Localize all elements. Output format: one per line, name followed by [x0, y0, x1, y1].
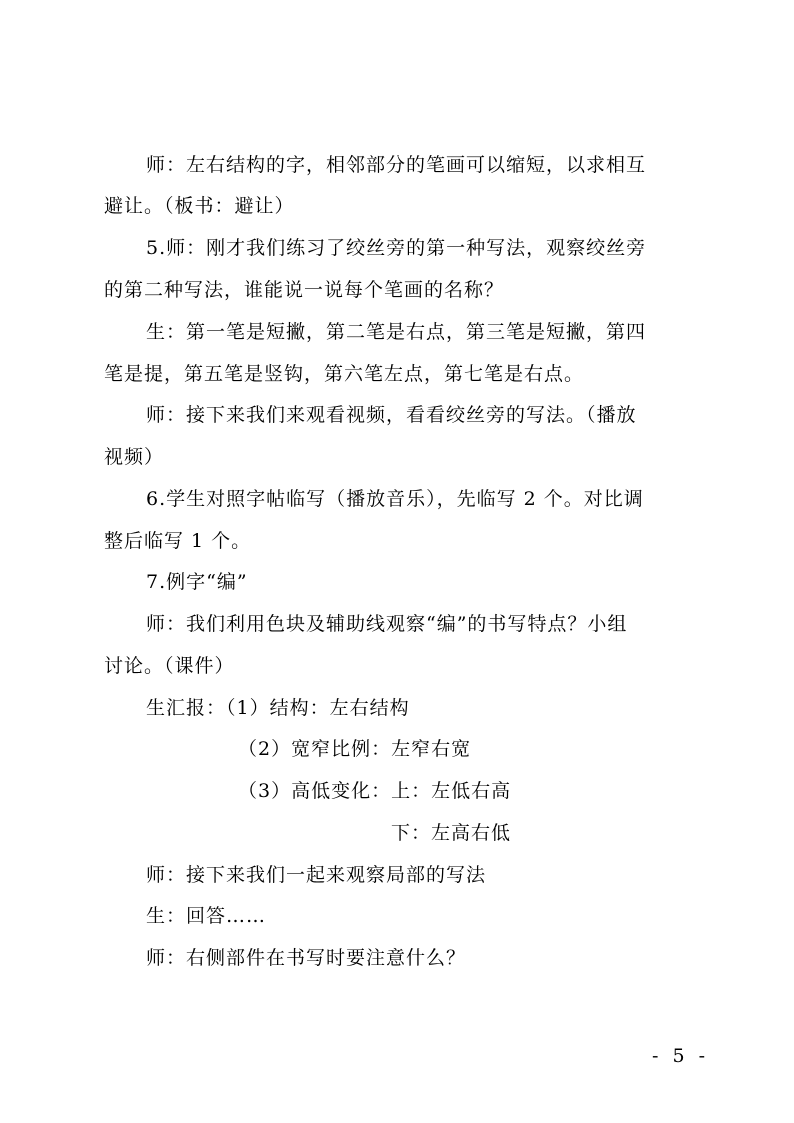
text-line: 视频） — [104, 446, 165, 468]
text-line: 避让。（板书：避让） — [104, 195, 295, 217]
text-line: 生汇报：（1）结构：左右结构 — [146, 697, 410, 719]
text-line: 师：我们利用色块及辅助线观察“编”的书写特点？小组 — [146, 613, 628, 635]
text-line: 笔是提，第五笔是竖钩，第六笔左点，第七笔是右点。 — [104, 363, 585, 385]
text-line: 生：第一笔是短撇，第二笔是右点，第三笔是短撇，第四 — [146, 321, 647, 343]
text-line: 7.例字“编” — [146, 571, 248, 593]
page-number: - 5 - — [652, 1045, 710, 1067]
text-line: 6.学生对照字帖临写（播放音乐），先临写 2 个。对比调 — [146, 488, 644, 510]
text-line: 师：接下来我们一起来观察局部的写法 — [146, 864, 487, 886]
text-line: （2）宽窄比例：左窄右宽 — [238, 738, 472, 760]
text-line: 师：右侧部件在书写时要注意什么？ — [146, 947, 467, 969]
text-line: 整后临写 1 个。 — [104, 530, 252, 552]
text-line: 师：接下来我们来观看视频，看看绞丝旁的写法。（播放 — [146, 404, 637, 426]
text-line: 讨论。（课件） — [104, 655, 235, 677]
text-line: 的第二种写法，谁能说一说每个笔画的名称？ — [104, 279, 505, 301]
text-line: 师：左右结构的字，相邻部分的笔画可以缩短，以求相互 — [146, 154, 647, 176]
text-line: 下：左高右低 — [391, 822, 512, 844]
text-line: （3）高低变化：上：左低右高 — [238, 780, 512, 802]
text-line: 5.师：刚才我们练习了绞丝旁的第一种写法，观察绞丝旁 — [146, 237, 647, 259]
text-line: 生：回答…… — [146, 905, 267, 927]
